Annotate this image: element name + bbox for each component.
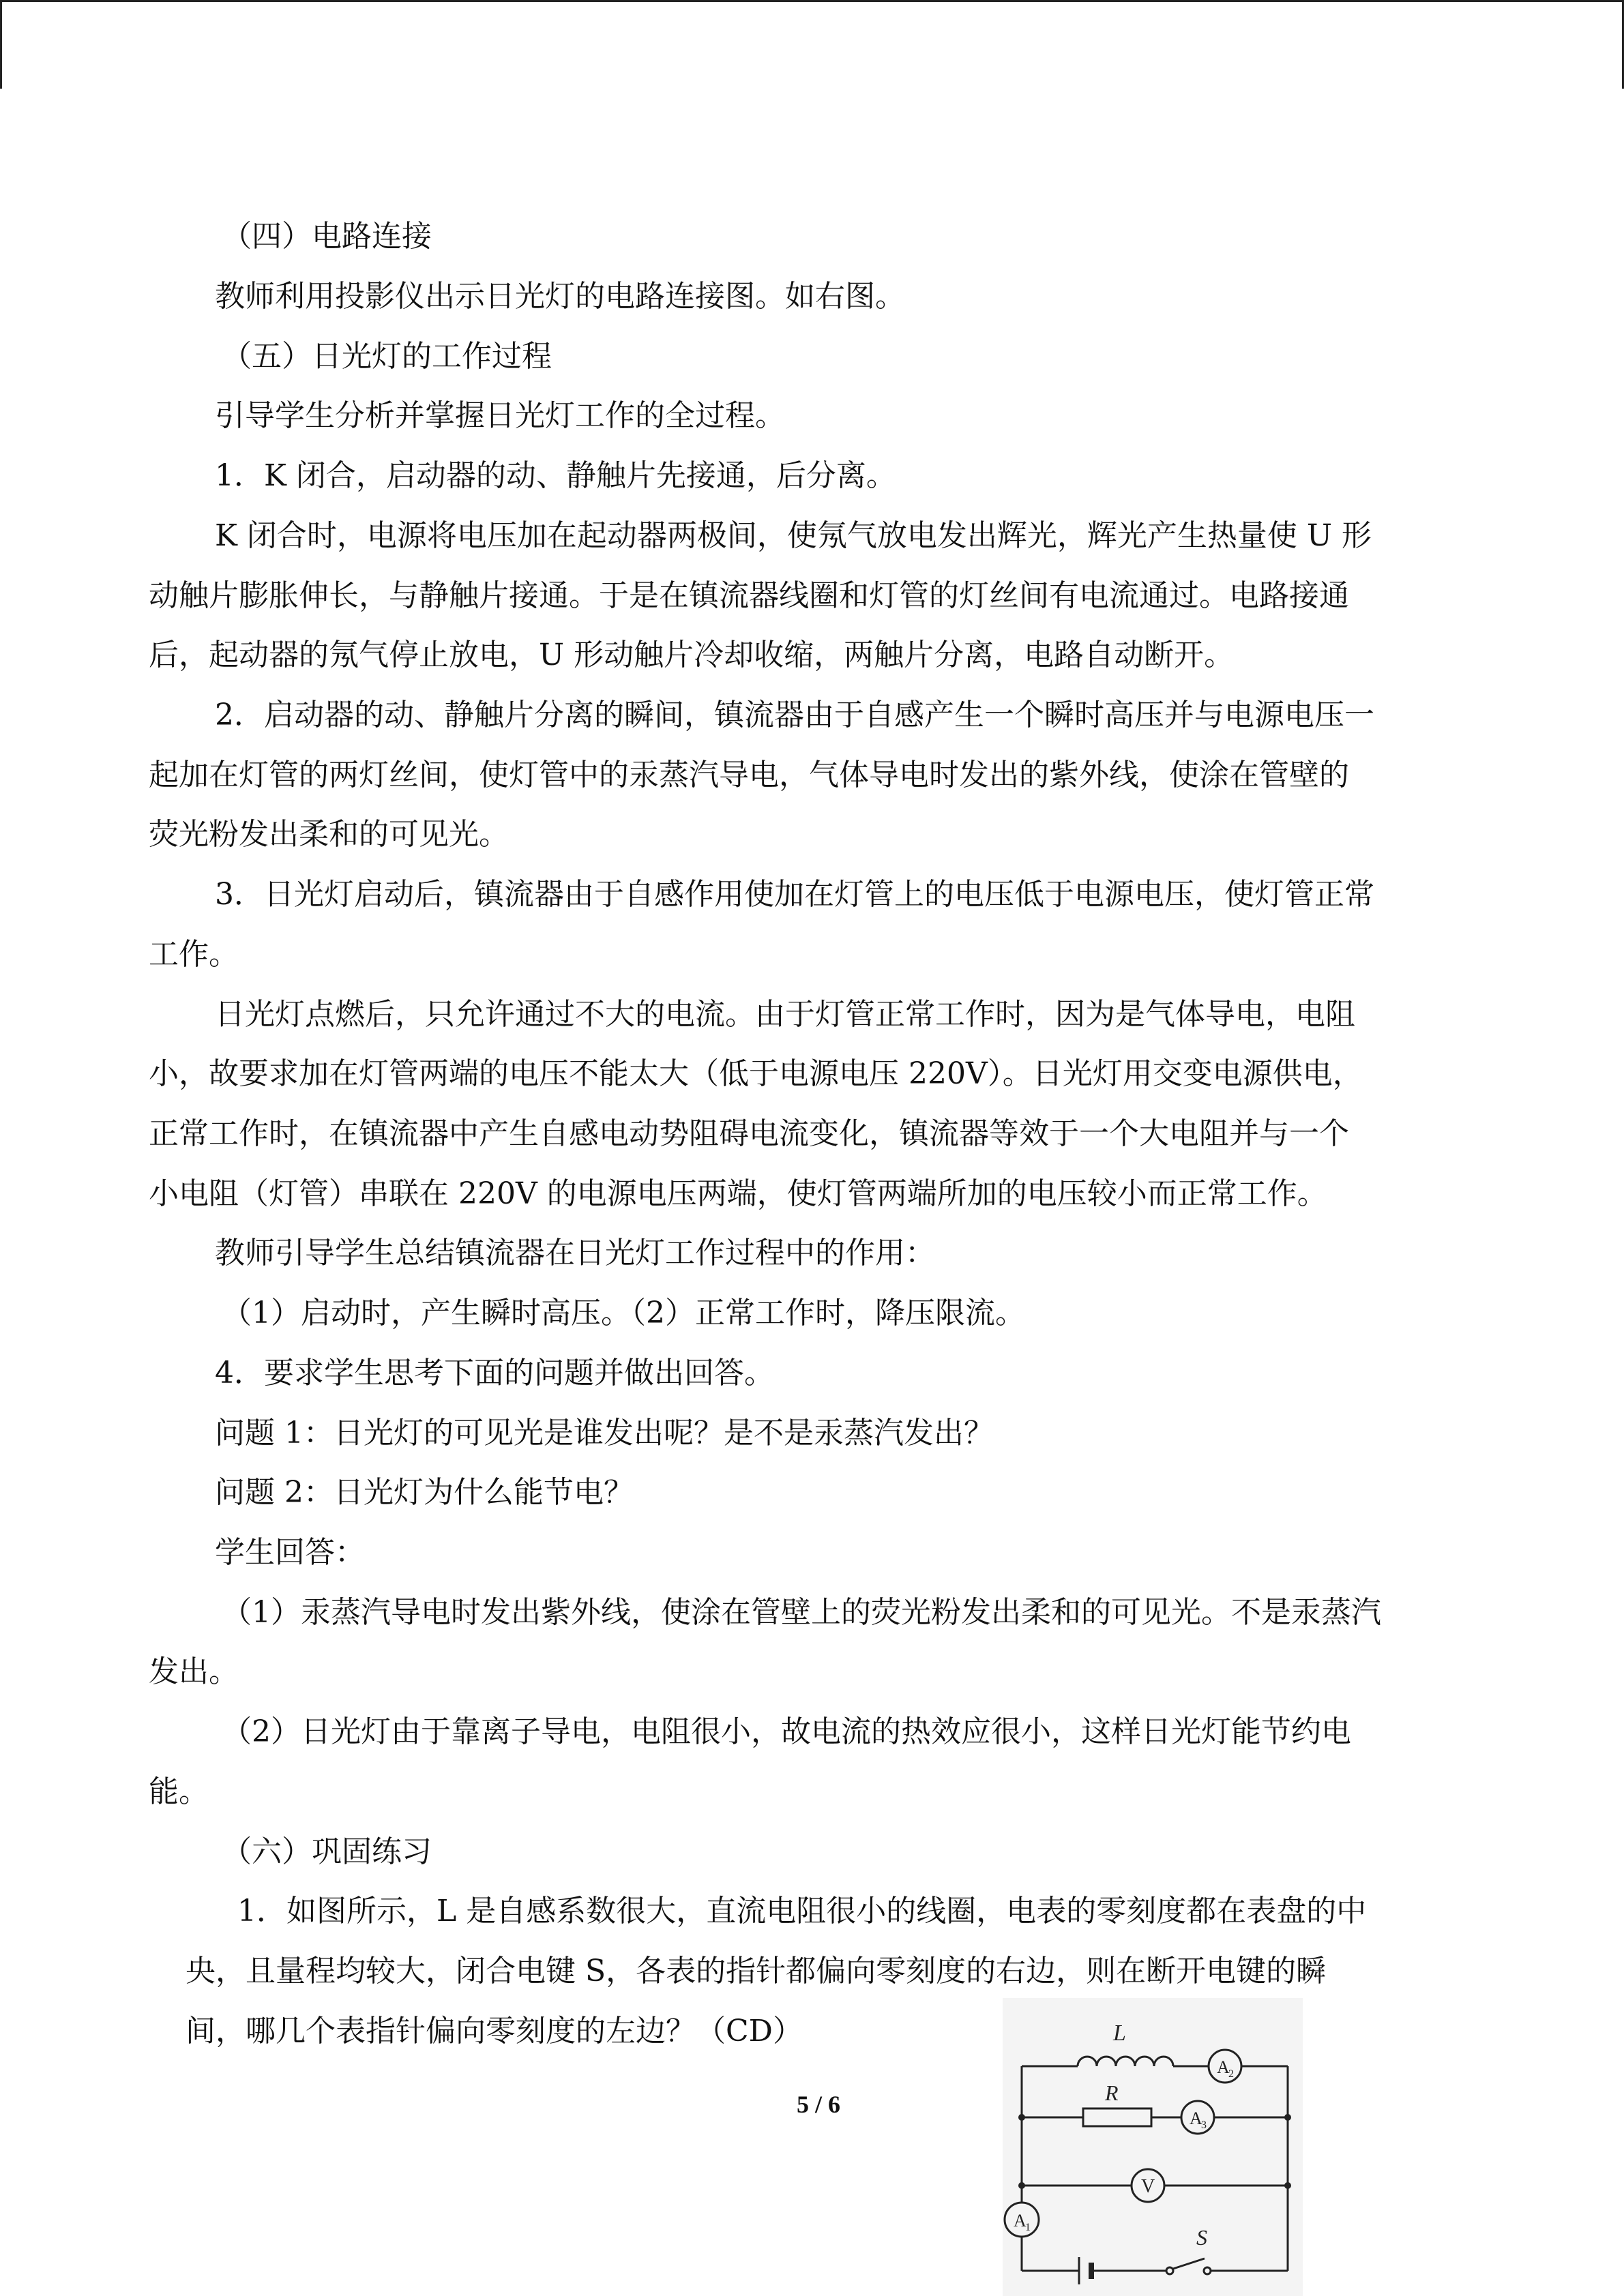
page-border-left	[0, 0, 2, 89]
section-heading: （五）日光灯的工作过程	[222, 339, 552, 374]
paragraph-line: 荧光粉发出柔和的可见光。	[149, 817, 509, 852]
ammeter-a2-subscript: 2	[1228, 2068, 1234, 2080]
junction-dot	[1284, 2182, 1291, 2189]
ammeter-a3-subscript: 3	[1201, 2119, 1207, 2131]
paragraph-line: 教师引导学生总结镇流器在日光灯工作过程中的作用：	[215, 1236, 935, 1270]
junction-dot	[1018, 2182, 1025, 2189]
paragraph-line: 正常工作时，在镇流器中产生自感电动势阻碍电流变化，镇流器等效于一个大电阻并与一个	[149, 1116, 1349, 1151]
ammeter-a1-subscript: 1	[1025, 2222, 1031, 2233]
ammeter-a1-label: A	[1014, 2211, 1027, 2231]
answer-line: 能。	[149, 1774, 209, 1809]
page-border-top	[0, 0, 1624, 2]
voltmeter-label: V	[1141, 2176, 1155, 2197]
answer-line: （1）汞蒸汽导电时发出紫外线，使涂在管壁上的荧光粉发出柔和的可见光。不是汞蒸汽	[222, 1595, 1381, 1630]
paragraph-line: 教师利用投影仪出示日光灯的电路连接图。如右图。	[215, 279, 905, 314]
paragraph-line: 1．K 闭合，启动器的动、静触片先接通，后分离。	[215, 458, 896, 493]
paragraph-line: 小，故要求加在灯管两端的电压不能太大（低于电源电压 220V）。日光灯用交变电源供电，	[149, 1056, 1363, 1091]
paragraph-line: 后，起动器的氖气停止放电，U 形动触片冷却收缩，两触片分离，电路自动断开。	[149, 638, 1235, 672]
exercise-line: 1．如图所示，L 是自感系数很大，直流电阻很小的线圈，电表的零刻度都在表盘的中	[237, 1894, 1367, 1928]
question-line: 问题 1：日光灯的可见光是谁发出呢？是不是汞蒸汽发出？	[215, 1416, 994, 1450]
paragraph-line: 2．启动器的动、静触片分离的瞬间，镇流器由于自感产生一个瞬时高压并与电源电压一	[215, 698, 1374, 732]
section-heading: （六）巩固练习	[222, 1834, 432, 1869]
paragraph-line: 起加在灯管的两灯丝间，使灯管中的汞蒸汽导电，气体导电时发出的紫外线，使涂在管壁的	[149, 758, 1349, 792]
paragraph-line: 3．日光灯启动后，镇流器由于自感作用使加在灯管上的电压低于电源电压，使灯管正常	[215, 877, 1374, 912]
switch-label: S	[1196, 2225, 1207, 2250]
paragraph-line: 工作。	[149, 937, 239, 972]
paragraph-line: 小电阻（灯管）串联在 220V 的电源电压两端，使灯管两端所加的电压较小而正常工作。	[149, 1176, 1327, 1211]
inductor-label: L	[1113, 2021, 1126, 2046]
paragraph-line: 日光灯点燃后，只允许通过不大的电流。由于灯管正常工作时，因为是气体导电，电阻	[215, 997, 1355, 1032]
paragraph-line: 4．要求学生思考下面的问题并做出回答。	[215, 1356, 774, 1390]
answer-line: 发出。	[149, 1654, 239, 1689]
page-number: 5 / 6	[796, 2091, 840, 2118]
ammeter-a2-label: A	[1217, 2057, 1230, 2077]
circuit-diagram	[1003, 1998, 1303, 2296]
switch-contact-right	[1204, 2267, 1211, 2274]
paragraph-line: 引导学生分析并掌握日光灯工作的全过程。	[215, 398, 785, 433]
paragraph-line: K 闭合时，电源将电压加在起动器两极间，使氖气放电发出辉光，辉光产生热量使 U 形	[215, 518, 1372, 553]
junction-dot	[1284, 2114, 1291, 2121]
paragraph-line: 动触片膨胀伸长，与静触片接通。于是在镇流器线圈和灯管的灯丝间有电流通过。电路接通	[149, 578, 1349, 613]
resistor-label: R	[1105, 2081, 1119, 2105]
question-line: 问题 2：日光灯为什么能节电？	[215, 1475, 634, 1510]
switch-contact-left	[1166, 2267, 1173, 2274]
exercise-line: 间，哪几个表指针偏向零刻度的左边？（CD）	[186, 2014, 803, 2048]
exercise-line: 央，且量程均较大，闭合电键 S，各表的指针都偏向零刻度的右边，则在断开电键的瞬	[186, 1954, 1327, 1988]
paragraph-line: （1）启动时，产生瞬时高压。（2）正常工作时，降压限流。	[222, 1296, 1025, 1330]
junction-dot	[1018, 2114, 1025, 2121]
answer-line: （2）日光灯由于靠离子导电，电阻很小，故电流的热效应很小，这样日光灯能节约电	[222, 1714, 1351, 1749]
paragraph-line: 学生回答：	[215, 1535, 365, 1570]
ammeter-a3-label: A	[1190, 2108, 1202, 2128]
section-heading: （四）电路连接	[222, 219, 432, 254]
resistor-symbol	[1083, 2108, 1151, 2126]
